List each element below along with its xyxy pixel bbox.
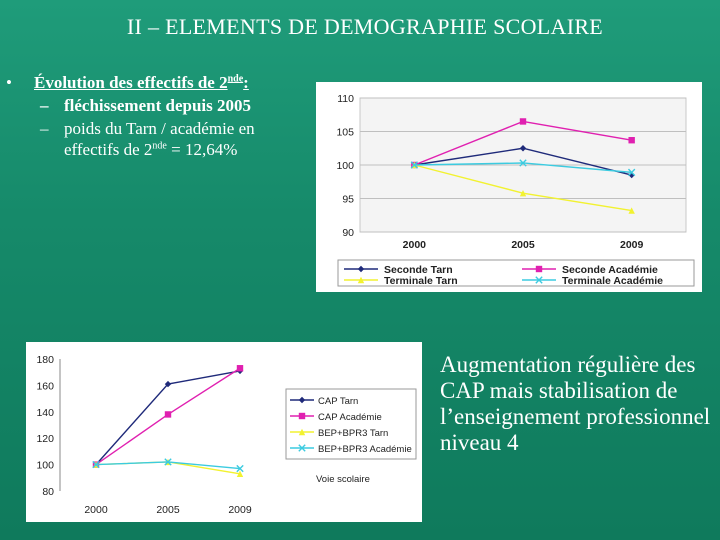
legend-label: Terminale Académie bbox=[562, 275, 663, 287]
legend-label: Seconde Académie bbox=[562, 264, 658, 276]
y-tick-label: 120 bbox=[36, 433, 54, 446]
dash-1: – bbox=[40, 96, 49, 115]
legend bbox=[338, 260, 694, 287]
chart-2-svg bbox=[26, 342, 422, 522]
y-tick-label: 100 bbox=[36, 459, 54, 472]
legend-marker bbox=[536, 266, 542, 272]
series-1 bbox=[93, 365, 243, 468]
y-tick-label: 110 bbox=[337, 93, 354, 105]
sub-bullet-2 bbox=[6, 118, 306, 160]
data-point bbox=[520, 118, 526, 124]
legend-label: Seconde Tarn bbox=[384, 264, 453, 276]
x-tick-label: 2005 bbox=[156, 504, 180, 516]
y-tick-label: 95 bbox=[342, 193, 354, 206]
heading-colon: : bbox=[243, 73, 249, 92]
y-tick-label: 105 bbox=[336, 126, 354, 139]
x-tick-label: 2000 bbox=[84, 504, 108, 516]
chart-seconde-terminale bbox=[316, 82, 702, 292]
legend-marker bbox=[299, 413, 305, 419]
legend-label: BEP+BPR3 Académie bbox=[318, 444, 412, 455]
legend-label: CAP Académie bbox=[318, 412, 382, 423]
chart-voie-professionnelle bbox=[26, 342, 422, 522]
heading-sup: nde bbox=[227, 73, 244, 85]
dash-2: – bbox=[40, 119, 49, 138]
legend-title: Voie scolaire bbox=[316, 474, 370, 485]
legend-label: Terminale Tarn bbox=[384, 275, 458, 287]
sub-bullet-2-text: poids du Tarn / académie en effectifs de 2 bbox=[64, 119, 255, 159]
y-tick-label: 80 bbox=[42, 486, 54, 498]
legend-label: CAP Tarn bbox=[318, 396, 359, 407]
chart-1-svg bbox=[316, 82, 702, 292]
data-point bbox=[628, 137, 634, 143]
x-tick-label: 2000 bbox=[402, 239, 427, 251]
bullet-marker: • bbox=[6, 73, 12, 92]
slide-title: II – ELEMENTS DE DEMOGRAPHIE SCOLAIRE bbox=[126, 14, 604, 39]
sub-bullet-1-text: fléchissement depuis 2005 bbox=[64, 96, 251, 115]
bullet-heading bbox=[6, 72, 306, 93]
x-tick-label: 2005 bbox=[511, 239, 535, 251]
y-tick-label: 180 bbox=[36, 354, 54, 366]
y-tick-label: 90 bbox=[342, 227, 354, 239]
y-tick-label: 140 bbox=[36, 406, 54, 419]
sub-bullet-2-sup: nde bbox=[152, 140, 167, 152]
series-0 bbox=[93, 368, 243, 468]
sub-bullet-2-end: = 12,64% bbox=[171, 140, 238, 159]
conclusion-text: Augmentation régulière des CAP mais stabilisation de l’enseignement professionnel niveau 4 bbox=[440, 352, 711, 455]
x-tick-label: 2009 bbox=[619, 239, 644, 251]
heading-text: Évolution des effectifs de 2 bbox=[34, 73, 228, 92]
sub-bullet-1 bbox=[6, 95, 306, 116]
data-point bbox=[237, 365, 243, 371]
bullet-list bbox=[6, 72, 306, 160]
y-tick-label: 160 bbox=[36, 380, 54, 393]
legend bbox=[286, 389, 416, 485]
legend-label: BEP+BPR3 Tarn bbox=[318, 428, 389, 439]
y-tick-label: 100 bbox=[336, 160, 354, 172]
x-tick-label: 2009 bbox=[228, 504, 252, 516]
data-point bbox=[165, 411, 171, 417]
